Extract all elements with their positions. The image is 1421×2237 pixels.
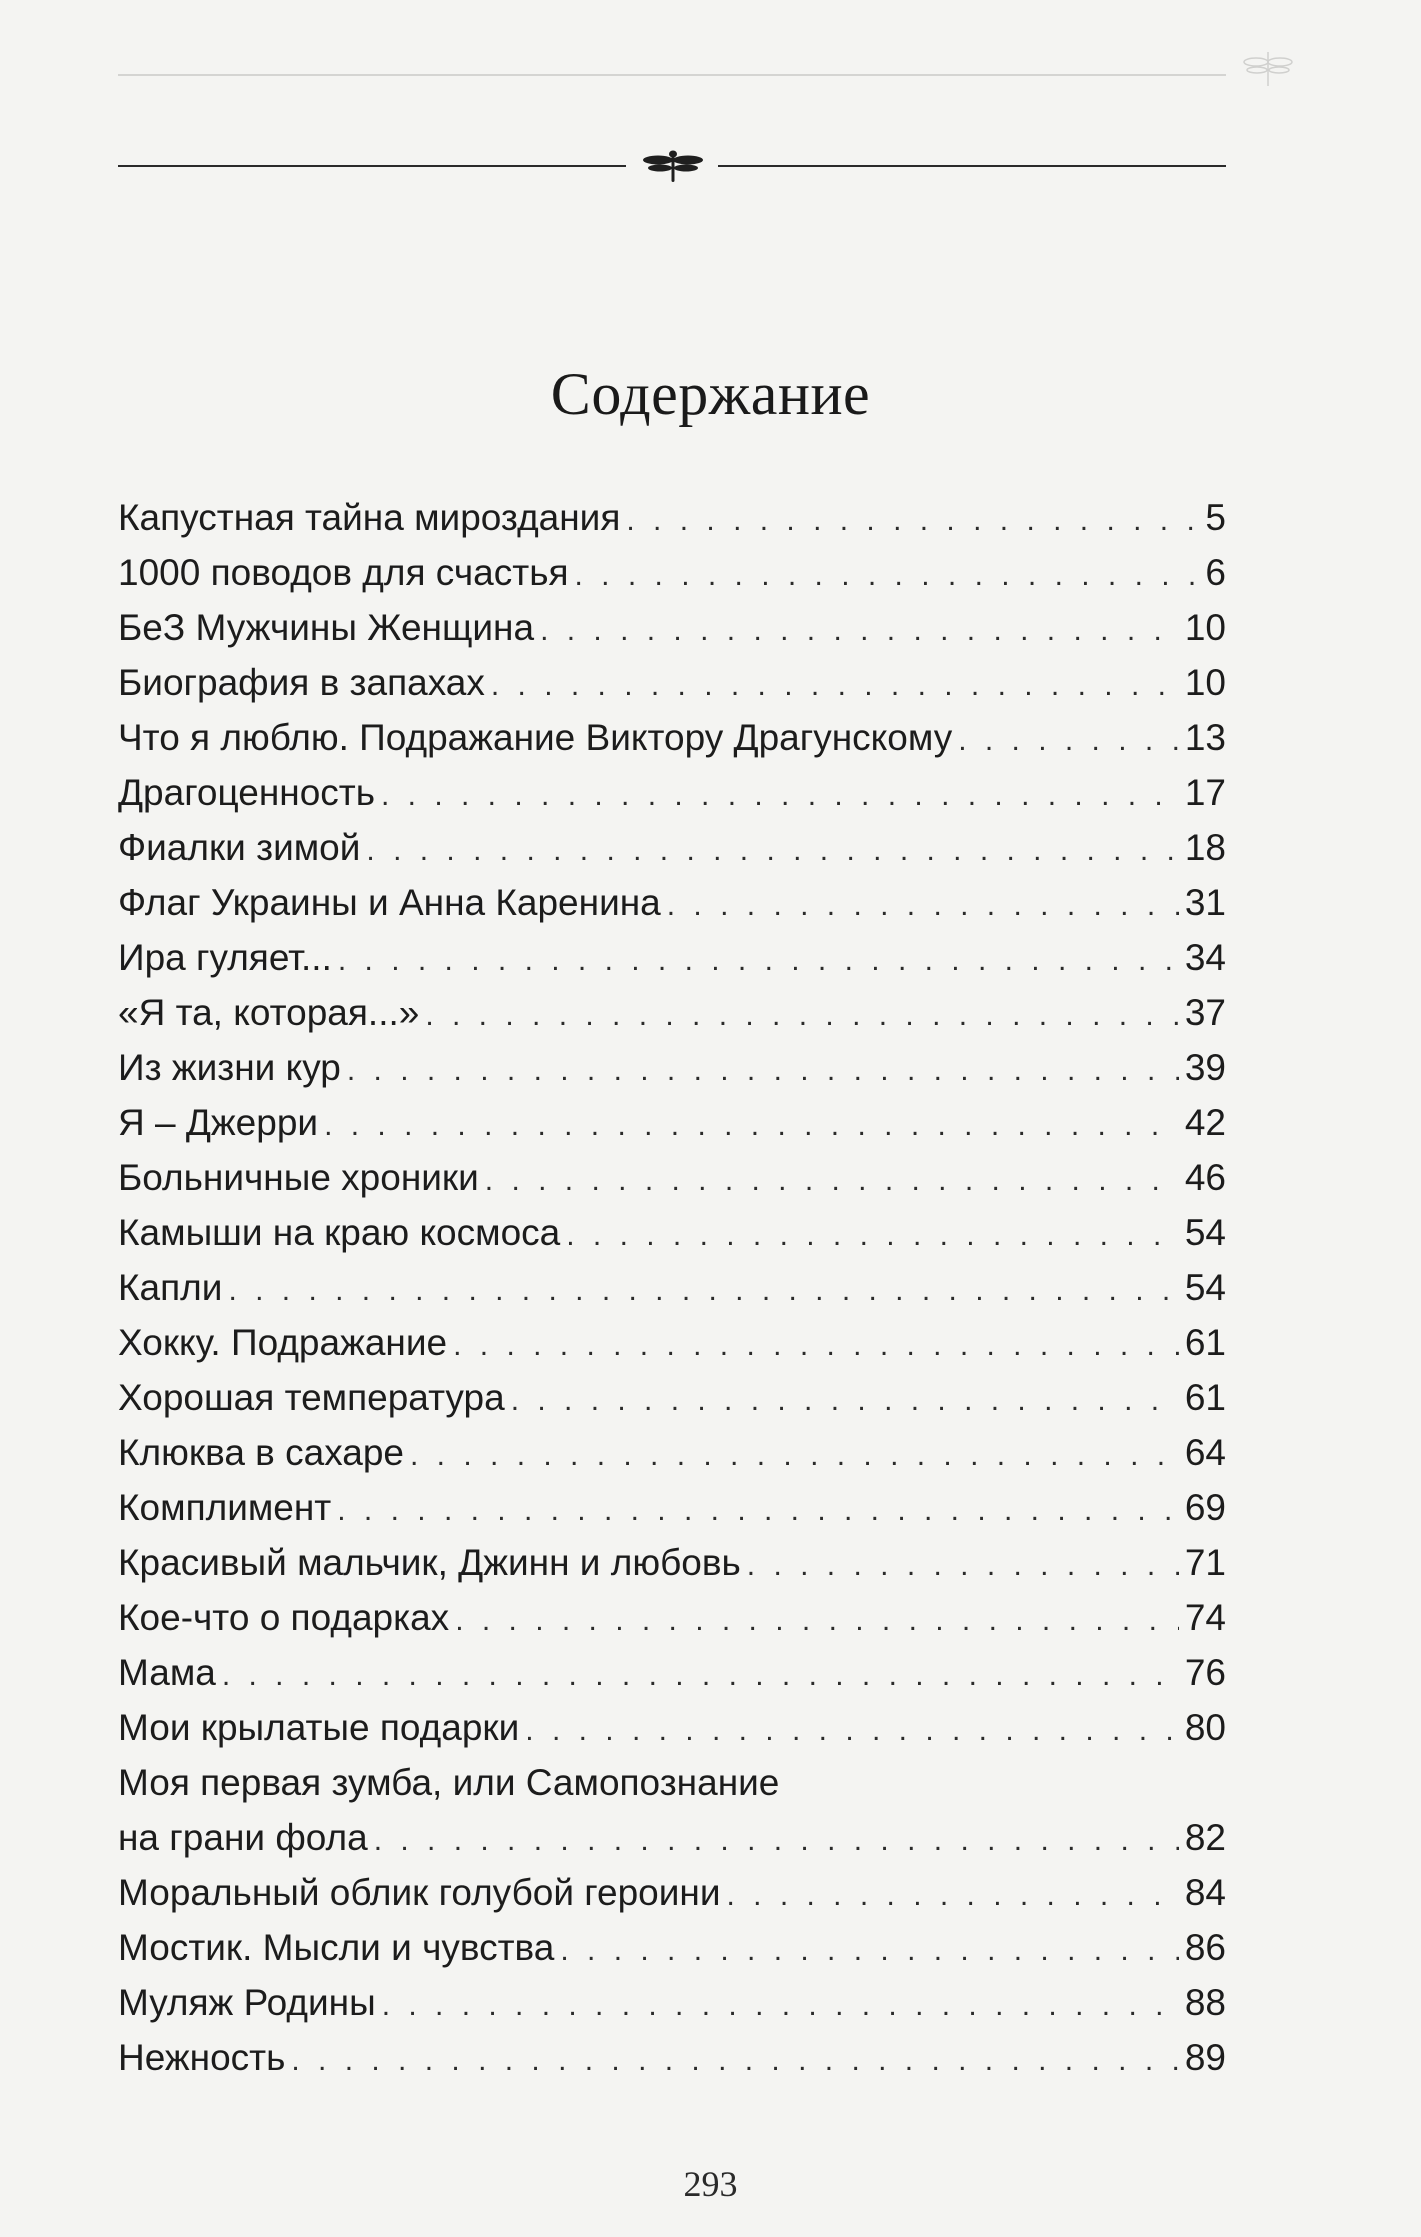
toc-entry	[118, 1535, 1226, 1590]
dot-leader	[366, 823, 1178, 878]
toc-entry-title: Больничные хроники	[118, 1157, 479, 1198]
toc-entry	[118, 1095, 1226, 1150]
toc-entry-title: Капустная тайна мироздания	[118, 497, 621, 538]
toc-entry	[118, 1755, 1226, 1810]
toc-entry	[118, 545, 1226, 600]
toc-entry-title: Красивый мальчик, Джинн и любовь	[118, 1542, 741, 1583]
toc-entry-title: Моя первая зумба, или Самопознание	[118, 1762, 780, 1803]
toc-entry	[118, 490, 1226, 545]
toc-entry-title: 1000 поводов для счастья	[118, 552, 569, 593]
toc-entry-title: «Я та, которая...»	[118, 992, 420, 1033]
toc-entry-title: Я – Джерри	[118, 1102, 319, 1143]
dot-leader	[337, 1483, 1179, 1538]
toc-entry-page: 18	[1184, 827, 1226, 868]
toc-entry	[118, 1370, 1226, 1425]
toc-entry-page: 10	[1184, 607, 1226, 648]
toc-entry-title: на грани фола	[118, 1817, 368, 1858]
dot-leader	[575, 548, 1200, 603]
dot-leader	[425, 988, 1179, 1043]
dragonfly-icon	[1238, 48, 1298, 88]
toc-entry-title: Мостик. Мысли и чувства	[118, 1927, 555, 1968]
toc-entry-title: Хорошая температура	[118, 1377, 505, 1418]
dot-leader	[511, 1373, 1179, 1428]
ornament-line-right	[718, 165, 1226, 167]
toc-entry-title: Кое-что о подарках	[118, 1597, 450, 1638]
dot-leader	[338, 933, 1179, 988]
dot-leader	[566, 1208, 1179, 1263]
toc-entry	[118, 710, 1226, 765]
toc-entry-page: 37	[1184, 992, 1226, 1033]
page-title: Содержание	[550, 361, 871, 427]
toc-entry	[118, 1150, 1226, 1205]
toc-entry-title: Фиалки зимой	[118, 827, 361, 868]
toc-entry	[118, 930, 1226, 985]
toc-entry-title: БеЗ Мужчины Женщина	[118, 607, 535, 648]
toc-entry-title: Мама	[118, 1652, 216, 1693]
toc-entry-title: Хокку. Подражание	[118, 1322, 448, 1363]
toc-entry	[118, 1315, 1226, 1370]
toc-entry-page: 80	[1184, 1707, 1226, 1748]
toc-entry-page: 10	[1184, 662, 1226, 703]
toc-entry-page: 82	[1184, 1817, 1226, 1858]
dot-leader	[958, 713, 1179, 768]
toc-entry-page: 74	[1184, 1597, 1226, 1638]
toc-entry-page: 54	[1184, 1267, 1226, 1308]
toc-entry	[118, 1590, 1226, 1645]
dragonfly-icon	[638, 148, 708, 184]
dot-leader	[455, 1593, 1179, 1648]
toc-entry-title: Флаг Украины и Анна Каренина	[118, 882, 661, 923]
toc-entry-page: 88	[1184, 1982, 1226, 2023]
toc-entry-page: 86	[1184, 1927, 1226, 1968]
header-rule	[118, 74, 1226, 76]
dot-leader	[222, 1648, 1179, 1703]
toc-entry-page: 46	[1184, 1157, 1226, 1198]
toc-entry-page: 42	[1184, 1102, 1226, 1143]
dot-leader	[540, 603, 1179, 658]
toc-entry	[118, 1700, 1226, 1755]
dot-leader	[382, 1978, 1179, 2033]
dot-leader	[485, 1153, 1179, 1208]
toc-entry	[118, 765, 1226, 820]
toc-entry	[118, 600, 1226, 655]
toc-entry	[118, 820, 1226, 875]
toc-entry-title: Моральный облик голубой героини	[118, 1872, 721, 1913]
dot-leader	[324, 1098, 1179, 1153]
toc-entry-title: Капли	[118, 1267, 223, 1308]
toc-entry	[118, 1865, 1226, 1920]
dot-leader	[291, 2033, 1178, 2088]
toc-entry-page: 54	[1184, 1212, 1226, 1253]
toc-entry-page: 13	[1184, 717, 1226, 758]
toc-entry	[118, 1975, 1226, 2030]
toc-entry	[118, 1260, 1226, 1315]
toc-entry-page: 6	[1205, 552, 1226, 593]
toc-entry-title: Мои крылатые подарки	[118, 1707, 520, 1748]
dot-leader	[228, 1263, 1178, 1318]
toc-entry-page: 34	[1184, 937, 1226, 978]
toc-entry-page: 17	[1184, 772, 1226, 813]
dot-leader	[747, 1538, 1179, 1593]
table-of-contents	[118, 490, 1226, 2085]
toc-entry	[118, 2030, 1226, 2085]
toc-entry-title: Ира гуляет...	[118, 937, 332, 978]
toc-entry	[118, 1920, 1226, 1975]
toc-entry	[118, 985, 1226, 1040]
toc-entry-title: Муляж Родины	[118, 1982, 376, 2023]
toc-entry-page: 5	[1205, 497, 1226, 538]
dot-leader	[626, 493, 1199, 548]
toc-entry	[118, 1205, 1226, 1260]
toc-entry-title: Клюква в сахаре	[118, 1432, 405, 1473]
toc-entry-title: Комплимент	[118, 1487, 332, 1528]
toc-entry-title: Камыши на краю космоса	[118, 1212, 561, 1253]
toc-entry-page: 61	[1184, 1322, 1226, 1363]
toc-entry	[118, 655, 1226, 710]
toc-entry-page: 76	[1184, 1652, 1226, 1693]
dot-leader	[381, 768, 1179, 823]
toc-entry	[118, 1480, 1226, 1535]
toc-entry-page: 71	[1184, 1542, 1226, 1583]
dot-leader	[491, 658, 1179, 713]
toc-entry-title: Из жизни кур	[118, 1047, 341, 1088]
toc-entry-title: Драгоценность	[118, 772, 375, 813]
toc-entry	[118, 1040, 1226, 1095]
dot-leader	[347, 1043, 1179, 1098]
toc-entry-page: 61	[1184, 1377, 1226, 1418]
toc-entry	[118, 1425, 1226, 1480]
dot-leader	[727, 1868, 1179, 1923]
toc-entry-page: 89	[1184, 2037, 1226, 2078]
toc-entry-title: Нежность	[118, 2037, 286, 2078]
toc-entry	[118, 1645, 1226, 1700]
dot-leader	[453, 1318, 1179, 1373]
dot-leader	[560, 1923, 1178, 1978]
toc-entry-title: Биография в запахах	[118, 662, 485, 703]
toc-entry-title: Что я люблю. Подражание Виктору Драгунскому	[118, 717, 953, 758]
dot-leader	[410, 1428, 1179, 1483]
page-number: 293	[683, 2164, 738, 2204]
toc-entry-page: 31	[1184, 882, 1226, 923]
dot-leader	[374, 1813, 1179, 1868]
toc-entry-page: 84	[1184, 1872, 1226, 1913]
ornament-line-left	[118, 165, 626, 167]
dot-leader	[667, 878, 1179, 933]
title-ornament	[118, 148, 1226, 188]
toc-entry	[118, 1810, 1226, 1865]
toc-entry-page: 64	[1184, 1432, 1226, 1473]
toc-entry	[118, 875, 1226, 930]
toc-entry-page: 69	[1184, 1487, 1226, 1528]
dot-leader	[525, 1703, 1179, 1758]
toc-entry-page: 39	[1184, 1047, 1226, 1088]
